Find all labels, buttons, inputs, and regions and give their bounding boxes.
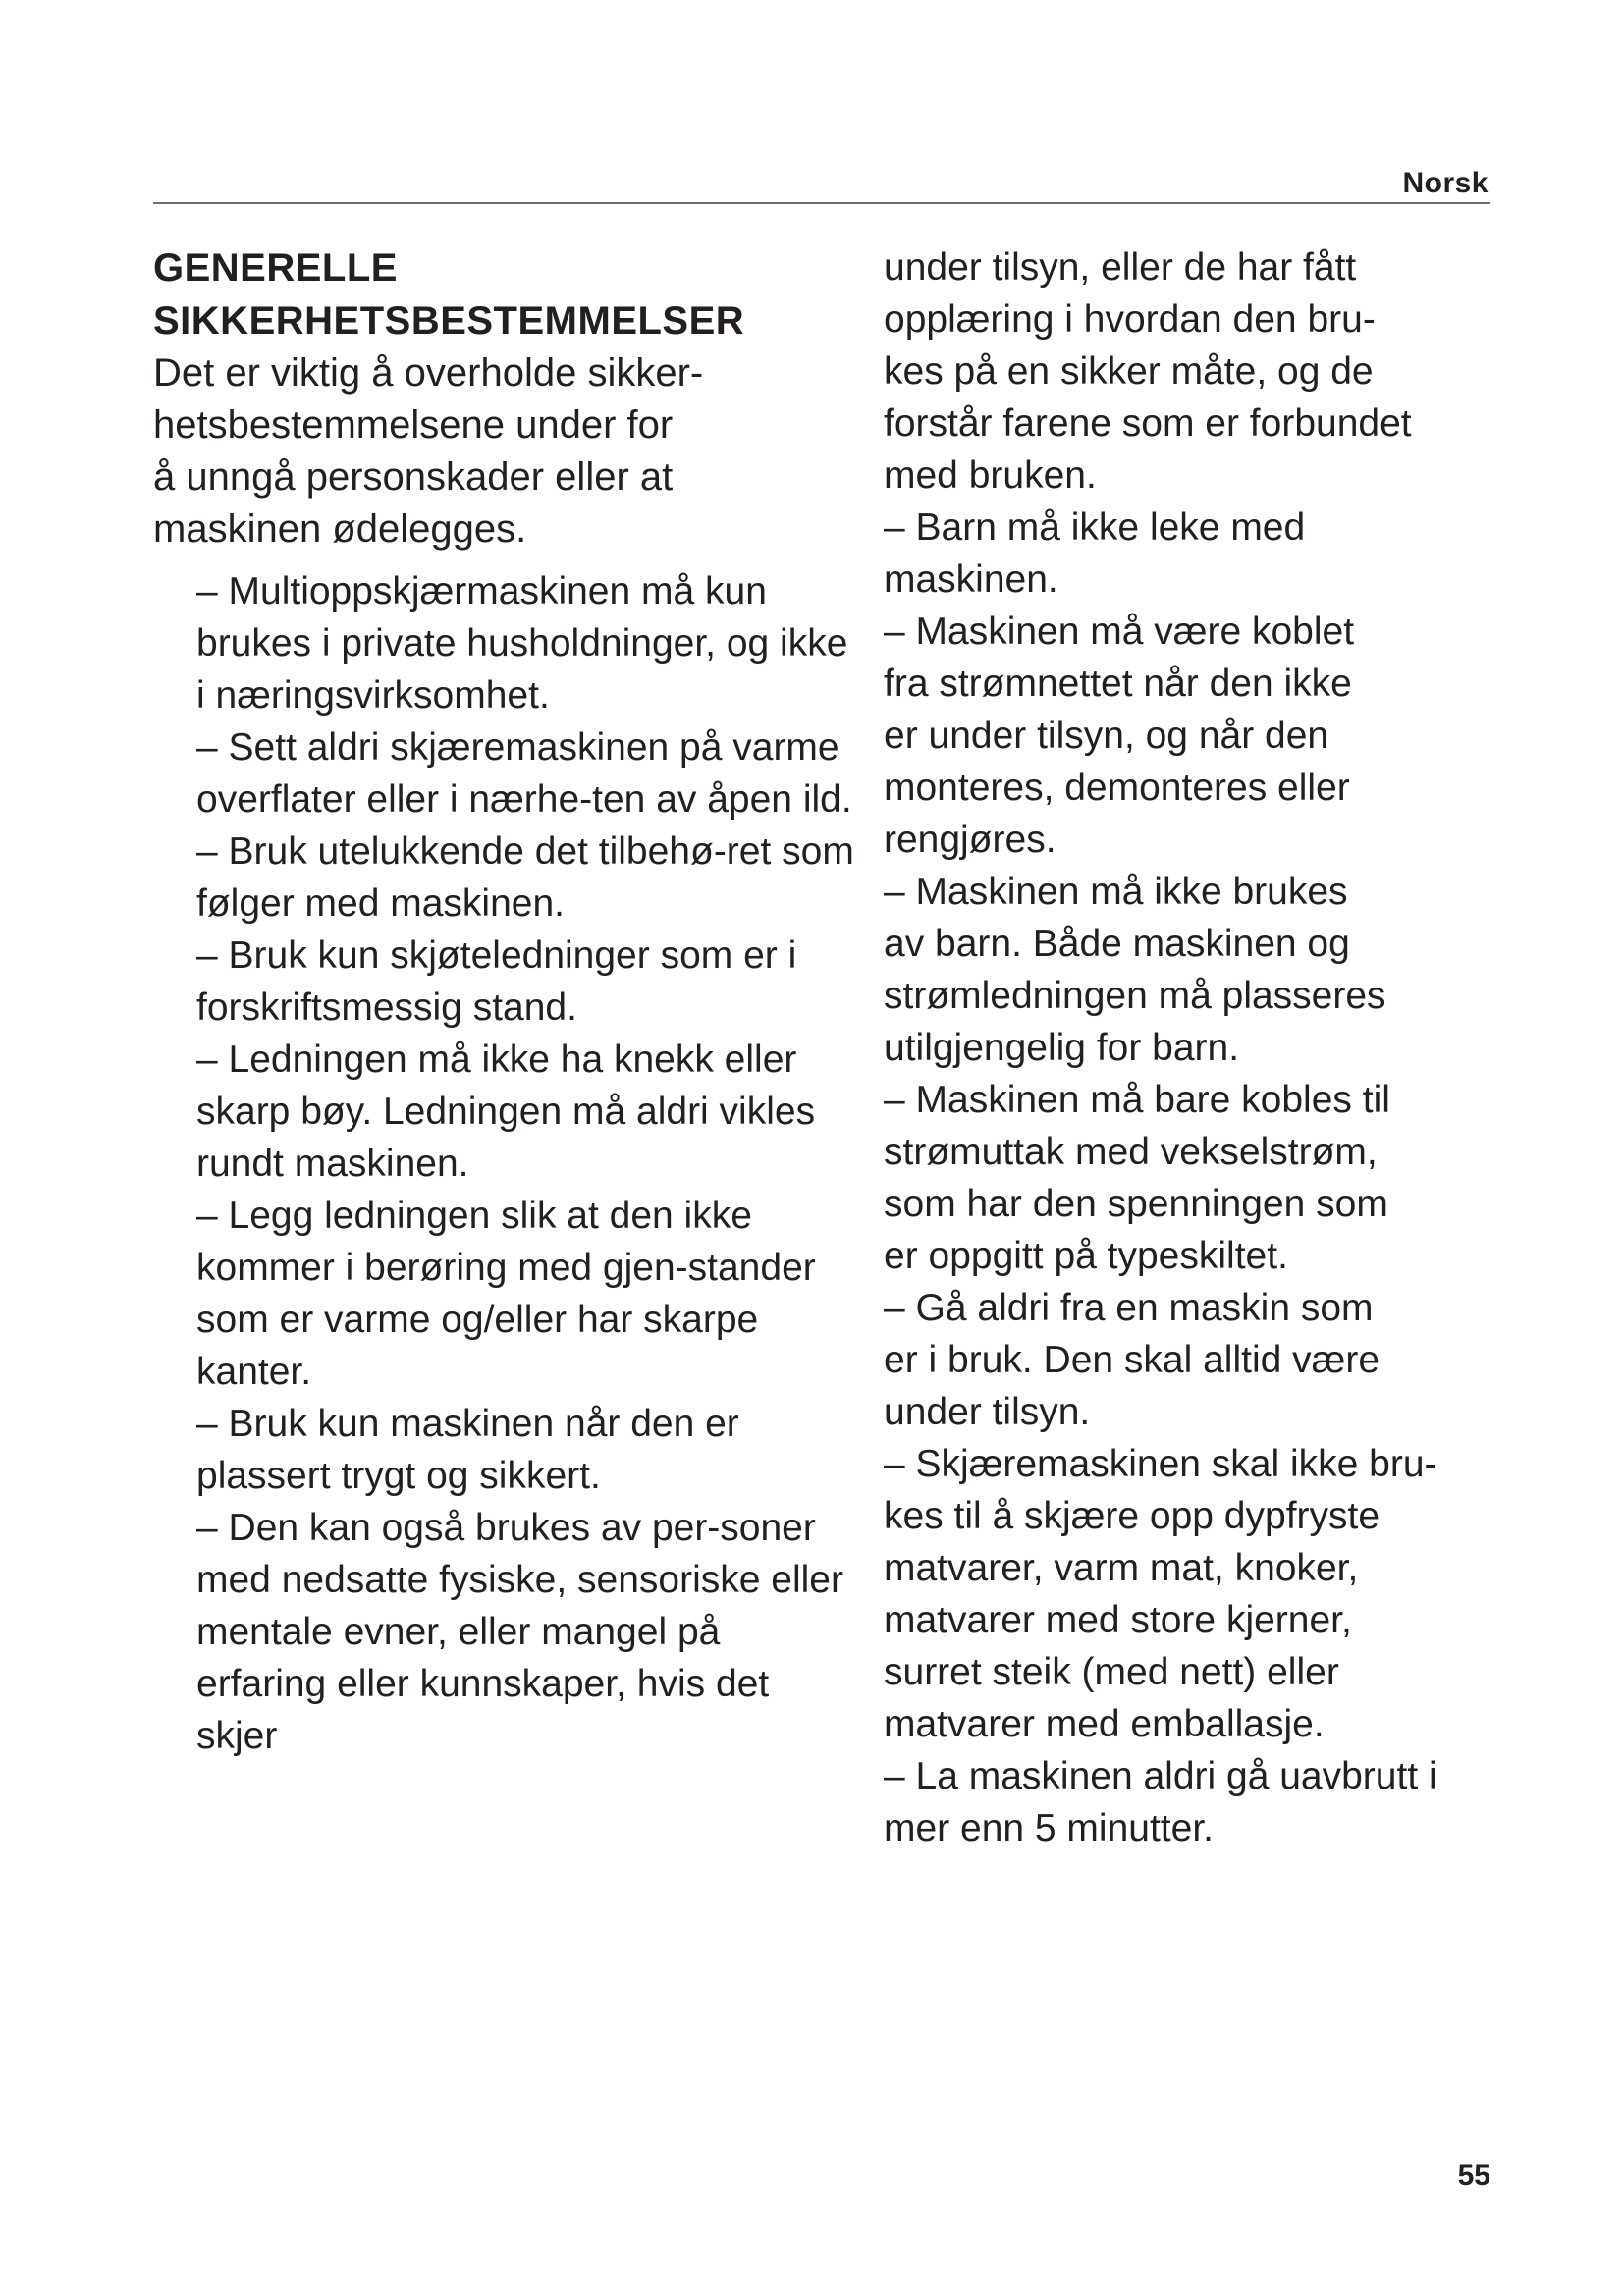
left-column bbox=[153, 241, 860, 1762]
right-text-line: kes til å skjære opp dypfryste bbox=[884, 1495, 1380, 1537]
safety-item: – Bruk utelukkende det tilbehø-ret som følger med maskinen. bbox=[196, 830, 854, 925]
intro-line: hetsbestemmelsene under for bbox=[153, 403, 674, 447]
right-text-line: under tilsyn, eller de har fått bbox=[884, 246, 1357, 289]
right-column bbox=[884, 241, 1532, 1854]
safety-item: – Ledningen må ikke ha knekk eller skarp bøy. Ledningen må aldri vikles rundt maskinen. bbox=[196, 1039, 816, 1185]
heading-line: SIKKERHETSBESTEMMELSER bbox=[153, 299, 745, 343]
right-text-line: surret steik (med nett) eller bbox=[884, 1651, 1339, 1693]
right-text-line: er i bruk. Den skal alltid være bbox=[884, 1339, 1380, 1381]
intro-line: Det er viktig å overholde sikker- bbox=[153, 351, 704, 395]
header-divider bbox=[153, 202, 1490, 204]
safety-item: – Bruk kun skjøteledninger som er i forskriftsmessig stand. bbox=[196, 934, 797, 1029]
right-text-line: – Maskinen må bare kobles til bbox=[884, 1079, 1390, 1121]
right-text-line: – Maskinen må ikke brukes bbox=[884, 871, 1348, 913]
right-text-line: monteres, demonteres eller bbox=[884, 767, 1350, 809]
right-text-line: kes på en sikker måte, og de bbox=[884, 350, 1374, 393]
page-number: 55 bbox=[1457, 2160, 1490, 2192]
safety-item: – Bruk kun maskinen når den er plassert trygt og sikkert. bbox=[196, 1403, 739, 1497]
safety-item: – Legg ledningen slik at den ikke kommer i berøring med gjen-stander som er varme og/eller har skarpe kanter. bbox=[196, 1195, 816, 1393]
right-text-line: – Skjæremaskinen skal ikke bru- bbox=[884, 1443, 1437, 1485]
right-text-line: under tilsyn. bbox=[884, 1391, 1091, 1433]
right-text-line: matvarer med store kjerner, bbox=[884, 1599, 1352, 1641]
safety-item: – Sett aldri skjæremaskinen på varme overflater eller i nærhe-ten av åpen ild. bbox=[196, 726, 852, 821]
right-text-line: forstår farene som er forbundet bbox=[884, 402, 1412, 445]
safety-item: – Den kan også brukes av per-soner med nedsatte fysiske, sensoriske eller mentale evner, eller mangel på erfaring eller kunnskaper, hvis det skjer bbox=[196, 1507, 843, 1757]
right-text-line: er oppgitt på typeskiltet. bbox=[884, 1235, 1288, 1277]
right-text-line: – Barn må ikke leke med bbox=[884, 507, 1306, 549]
right-text-line: som har den spenningen som bbox=[884, 1183, 1388, 1225]
right-text-line: fra strømnettet når den ikke bbox=[884, 663, 1352, 705]
right-text-line: strømuttak med vekselstrøm, bbox=[884, 1131, 1378, 1173]
right-text-line: med bruken. bbox=[884, 454, 1097, 497]
right-text-line: – Gå aldri fra en maskin som bbox=[884, 1287, 1374, 1329]
safety-item: – Multioppskjærmaskinen må kun brukes i private husholdninger, og ikke i næringsvirksomhet. bbox=[196, 570, 848, 717]
right-text-line: opplæring i hvordan den bru- bbox=[884, 298, 1376, 341]
heading-line: GENERELLE bbox=[153, 246, 398, 290]
intro-line: å unngå personskader eller at bbox=[153, 455, 674, 499]
right-text-line: – La maskinen aldri gå uavbrutt i bbox=[884, 1755, 1437, 1797]
safety-list bbox=[153, 565, 860, 1762]
right-text-line: rengjøres. bbox=[884, 819, 1056, 861]
right-text-line: utilgjengelig for barn. bbox=[884, 1027, 1240, 1069]
intro-line: maskinen ødelegges. bbox=[153, 507, 527, 551]
intro-paragraph bbox=[153, 347, 860, 556]
language-label: Norsk bbox=[1402, 167, 1489, 199]
right-text-line: mer enn 5 minutter. bbox=[884, 1807, 1214, 1849]
right-text-line: strømledningen må plasseres bbox=[884, 975, 1386, 1017]
right-text-line: matvarer med emballasje. bbox=[884, 1703, 1325, 1745]
section-heading bbox=[153, 241, 860, 347]
right-text-line: matvarer, varm mat, knoker, bbox=[884, 1547, 1359, 1589]
right-text-line: – Maskinen må være koblet bbox=[884, 611, 1355, 653]
right-text-line: maskinen. bbox=[884, 559, 1058, 601]
right-text-line: er under tilsyn, og når den bbox=[884, 715, 1329, 757]
right-text-line: av barn. Både maskinen og bbox=[884, 923, 1350, 965]
